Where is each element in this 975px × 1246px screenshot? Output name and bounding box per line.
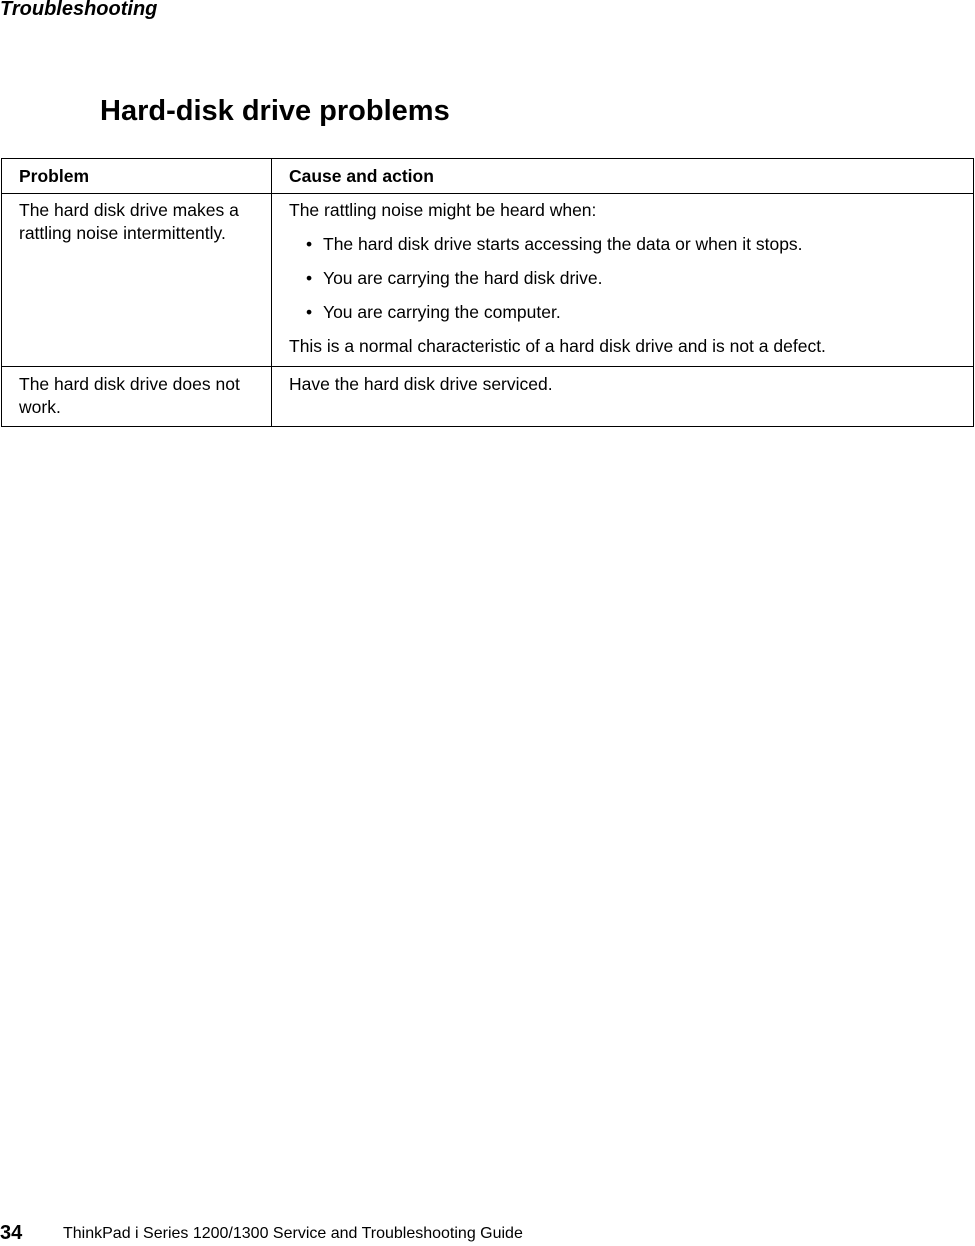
- cause-bullet-list: [289, 233, 963, 324]
- problem-cell: The hard disk drive does not work.: [2, 367, 272, 427]
- bullet-text: You are carrying the hard disk drive.: [323, 268, 603, 288]
- bullet-icon: •: [306, 268, 313, 288]
- bullet-text: You are carrying the computer.: [323, 302, 561, 322]
- table-row: [2, 194, 974, 367]
- table-row: [2, 367, 974, 427]
- section-title: Hard-disk drive problems: [100, 95, 450, 127]
- bullet-icon: •: [306, 234, 313, 254]
- column-header-cause-and-action: Cause and action: [272, 159, 974, 194]
- cause-cell: [272, 194, 974, 367]
- running-header: Troubleshooting: [0, 0, 158, 20]
- cause-cell: Have the hard disk drive serviced.: [272, 367, 974, 427]
- list-item: [289, 233, 963, 256]
- table-header-row: [2, 159, 974, 194]
- cause-conclusion: This is a normal characteristic of a hard disk drive and is not a defect.: [289, 336, 826, 356]
- bullet-icon: •: [306, 302, 313, 322]
- column-header-problem: Problem: [2, 159, 272, 194]
- bullet-text: The hard disk drive starts accessing the data or when it stops.: [323, 234, 803, 254]
- cause-intro: The rattling noise might be heard when:: [289, 200, 597, 220]
- list-item: [289, 301, 963, 324]
- list-item: [289, 267, 963, 290]
- problem-cell: The hard disk drive makes a rattling noise intermittently.: [2, 194, 272, 367]
- book-title: ThinkPad i Series 1200/1300 Service and Troubleshooting Guide: [63, 1225, 523, 1242]
- page-number: 34: [0, 1222, 23, 1244]
- troubleshooting-table: [1, 158, 974, 427]
